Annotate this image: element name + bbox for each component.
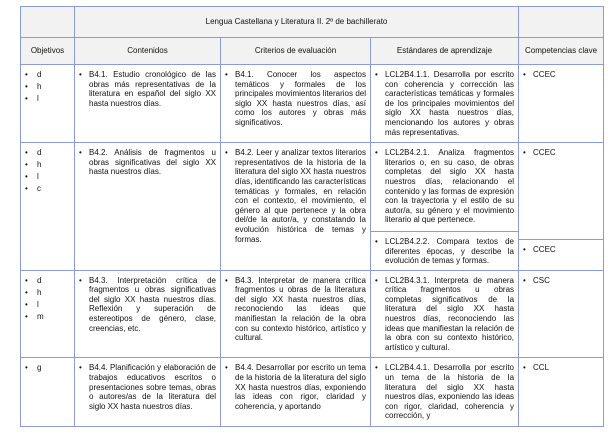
criterio-text: B4.1. Conocer los aspectos temáticos y formales de los principales movimientos literarios del siglo XX hasta nuestros días, así como los autores y obras más significativos. bbox=[235, 70, 366, 127]
header-criterios: Criterios de evaluación bbox=[221, 38, 371, 65]
objetivos-cell bbox=[21, 358, 75, 427]
header-estandares: Estándares de aprendizaje bbox=[371, 38, 519, 65]
objetivo-item: • g bbox=[25, 363, 70, 375]
estandar-text: LCL2B4.2.1. Analiza fragmentos literarios o, en su caso, de obras completas del siglo XX hasta nuestros días, relacionando el contenido y las formas de expresión con la trayectoria y el estilo de su autor/a, su género y el movimiento literario al que pertenece. bbox=[385, 148, 515, 225]
bullet-icon: • bbox=[25, 148, 28, 158]
competencia-text: CCEC bbox=[533, 70, 556, 79]
bullet-icon: • bbox=[79, 275, 82, 285]
bullet-icon: • bbox=[523, 245, 526, 255]
objetivos-cell bbox=[21, 143, 75, 271]
table-row bbox=[21, 358, 604, 427]
contenido-cell bbox=[75, 143, 221, 271]
competencia-cell bbox=[519, 358, 604, 427]
table-row bbox=[21, 143, 604, 271]
bullet-icon: • bbox=[25, 311, 28, 321]
estandar-text: LCL2B4.3.1. Interpreta de manera crítica fragmentos u obras completas significativos de la literatura del siglo XX hasta nuestros días, reconociendo las ideas que manifiestan la relación de la obra con su contexto histórico, artístico y cultural. bbox=[385, 275, 515, 352]
competencia-cell bbox=[519, 270, 604, 358]
bullet-icon: • bbox=[25, 363, 28, 373]
objetivos-cell bbox=[21, 270, 75, 358]
estandar-text: LCL2B4.1.1. Desarrolla por escrito con coherencia y corrección las características temáticas y formales de los principales movimientos del siglo XX hasta nuestros días, mencionando los autores y obras más representativas. bbox=[385, 70, 515, 137]
objetivo-item: • c bbox=[25, 184, 70, 196]
criterio-cell bbox=[221, 358, 371, 427]
bullet-icon: • bbox=[25, 275, 28, 285]
objetivo-item: • l bbox=[25, 300, 70, 312]
bullet-icon: • bbox=[25, 94, 28, 103]
header-row bbox=[21, 38, 604, 65]
objetivo-item: • h bbox=[25, 288, 70, 300]
objetivo-item: • m bbox=[25, 312, 70, 324]
header-contenidos: Contenidos bbox=[75, 38, 221, 65]
contenido-text: B4.3. Interpretación crítica de fragmentos u obras significativas del siglo XX hasta nuestros días. Reflexión y superación de estereotipos de género, clase, creencias, etc. bbox=[89, 275, 216, 333]
competencia-text: CSC bbox=[533, 275, 550, 285]
bullet-icon: • bbox=[25, 82, 28, 91]
bullet-icon: • bbox=[375, 363, 378, 373]
criterio-text: B4.4. Desarrollar por escrito un tema de la historia de la literatura del siglo XX hasta nuestros días, exponiendo las ideas con rigor, claridad y coherencia, y aportando bbox=[235, 363, 366, 411]
criterio-text: B4.3. Interpretar de manera crítica fragmentos u obras de la literatura del siglo XX hasta nuestros días, reconociendo las ideas que manifiestan la relación de la obra con su contexto histórico, artístico y cultural. bbox=[235, 275, 366, 343]
contenido-cell bbox=[75, 270, 221, 358]
bullet-icon: • bbox=[79, 148, 82, 158]
contenido-cell bbox=[75, 358, 221, 427]
bullet-icon: • bbox=[523, 70, 526, 79]
header-competencias: Competencias clave bbox=[519, 38, 604, 65]
objetivo-item: • h bbox=[25, 160, 70, 172]
competencia-text: CCEC bbox=[533, 148, 556, 158]
bullet-icon: • bbox=[79, 363, 82, 373]
bullet-icon: • bbox=[79, 70, 82, 79]
estandar-cell bbox=[371, 65, 519, 143]
competencia-cell bbox=[519, 143, 604, 271]
title-spacer bbox=[21, 7, 75, 38]
table-title: Lengua Castellana y Literatura II. 2º de bachillerato bbox=[75, 7, 519, 38]
contenido-text: B4.4. Planificación y elaboración de trabajos educativos escritos o presentaciones sobre temas, obras o autores/as de la literatura del siglo XX hasta nuestros días. bbox=[89, 363, 216, 411]
bullet-icon: • bbox=[25, 160, 28, 170]
bullet-icon: • bbox=[523, 148, 526, 158]
objetivos-cell bbox=[21, 65, 75, 143]
criterio-cell bbox=[221, 65, 371, 143]
bullet-icon: • bbox=[523, 363, 526, 373]
title-row bbox=[21, 7, 604, 38]
objetivo-item: • h bbox=[25, 82, 70, 94]
estandar-cell bbox=[371, 143, 519, 271]
competencia-text: CCEC bbox=[533, 245, 556, 255]
bullet-icon: • bbox=[225, 70, 228, 79]
header-objetivos: Objetivos bbox=[21, 38, 75, 65]
criterio-text: B4.2. Leer y analizar textos literarios representativos de la historia de la literatura del siglo XX hasta nuestros días, identificando las características temáticas y formales, en relación con el contexto, el movimiento, el género al que pertenece y la obra del/de la autor/a, y constatando la evolución histórica de temas y formas. bbox=[235, 148, 366, 244]
objetivo-item: • d bbox=[25, 276, 70, 288]
bullet-icon: • bbox=[225, 363, 228, 373]
objetivo-item: • l bbox=[25, 94, 70, 106]
bullet-icon: • bbox=[375, 275, 378, 285]
competencia-text: CCL bbox=[533, 363, 550, 373]
table-row bbox=[21, 65, 604, 143]
title-spacer-right bbox=[519, 7, 604, 38]
bullet-icon: • bbox=[375, 70, 378, 79]
competencia-cell bbox=[519, 65, 604, 143]
estandar-cell bbox=[371, 358, 519, 427]
bullet-icon: • bbox=[25, 172, 28, 182]
curriculum-table bbox=[20, 6, 604, 427]
estandar-text: LCL2B4.4.1. Desarrolla por escrito un tema de la historia de la literatura del siglo XX hasta nuestros días, exponiendo las ideas con rigor, claridad, coherencia y corrección, y bbox=[385, 363, 515, 421]
criterio-cell bbox=[221, 143, 371, 271]
bullet-icon: • bbox=[523, 275, 526, 285]
contenido-text: B4.2. Análisis de fragmentos u obras significativas del siglo XX hasta nuestros días. bbox=[89, 148, 216, 177]
objetivo-item: • l bbox=[25, 172, 70, 184]
bullet-icon: • bbox=[375, 148, 378, 158]
bullet-icon: • bbox=[375, 236, 378, 246]
bullet-icon: • bbox=[225, 148, 228, 158]
objetivo-item: • d bbox=[25, 148, 70, 160]
bullet-icon: • bbox=[225, 275, 228, 285]
objetivo-item: • d bbox=[25, 70, 70, 82]
criterio-cell bbox=[221, 270, 371, 358]
estandar-cell bbox=[371, 270, 519, 358]
contenido-text: B4.1. Estudio cronológico de las obras más representativas de la literatura en español del siglo XX hasta nuestros días. bbox=[89, 70, 216, 108]
contenido-cell bbox=[75, 65, 221, 143]
table-row bbox=[21, 270, 604, 358]
estandar-text: LCL2B4.2.2. Compara textos de diferentes épocas, y describe la evolución de temas y formas. bbox=[385, 236, 515, 266]
bullet-icon: • bbox=[25, 299, 28, 309]
bullet-icon: • bbox=[25, 287, 28, 297]
bullet-icon: • bbox=[25, 184, 28, 194]
bullet-icon: • bbox=[25, 70, 28, 79]
